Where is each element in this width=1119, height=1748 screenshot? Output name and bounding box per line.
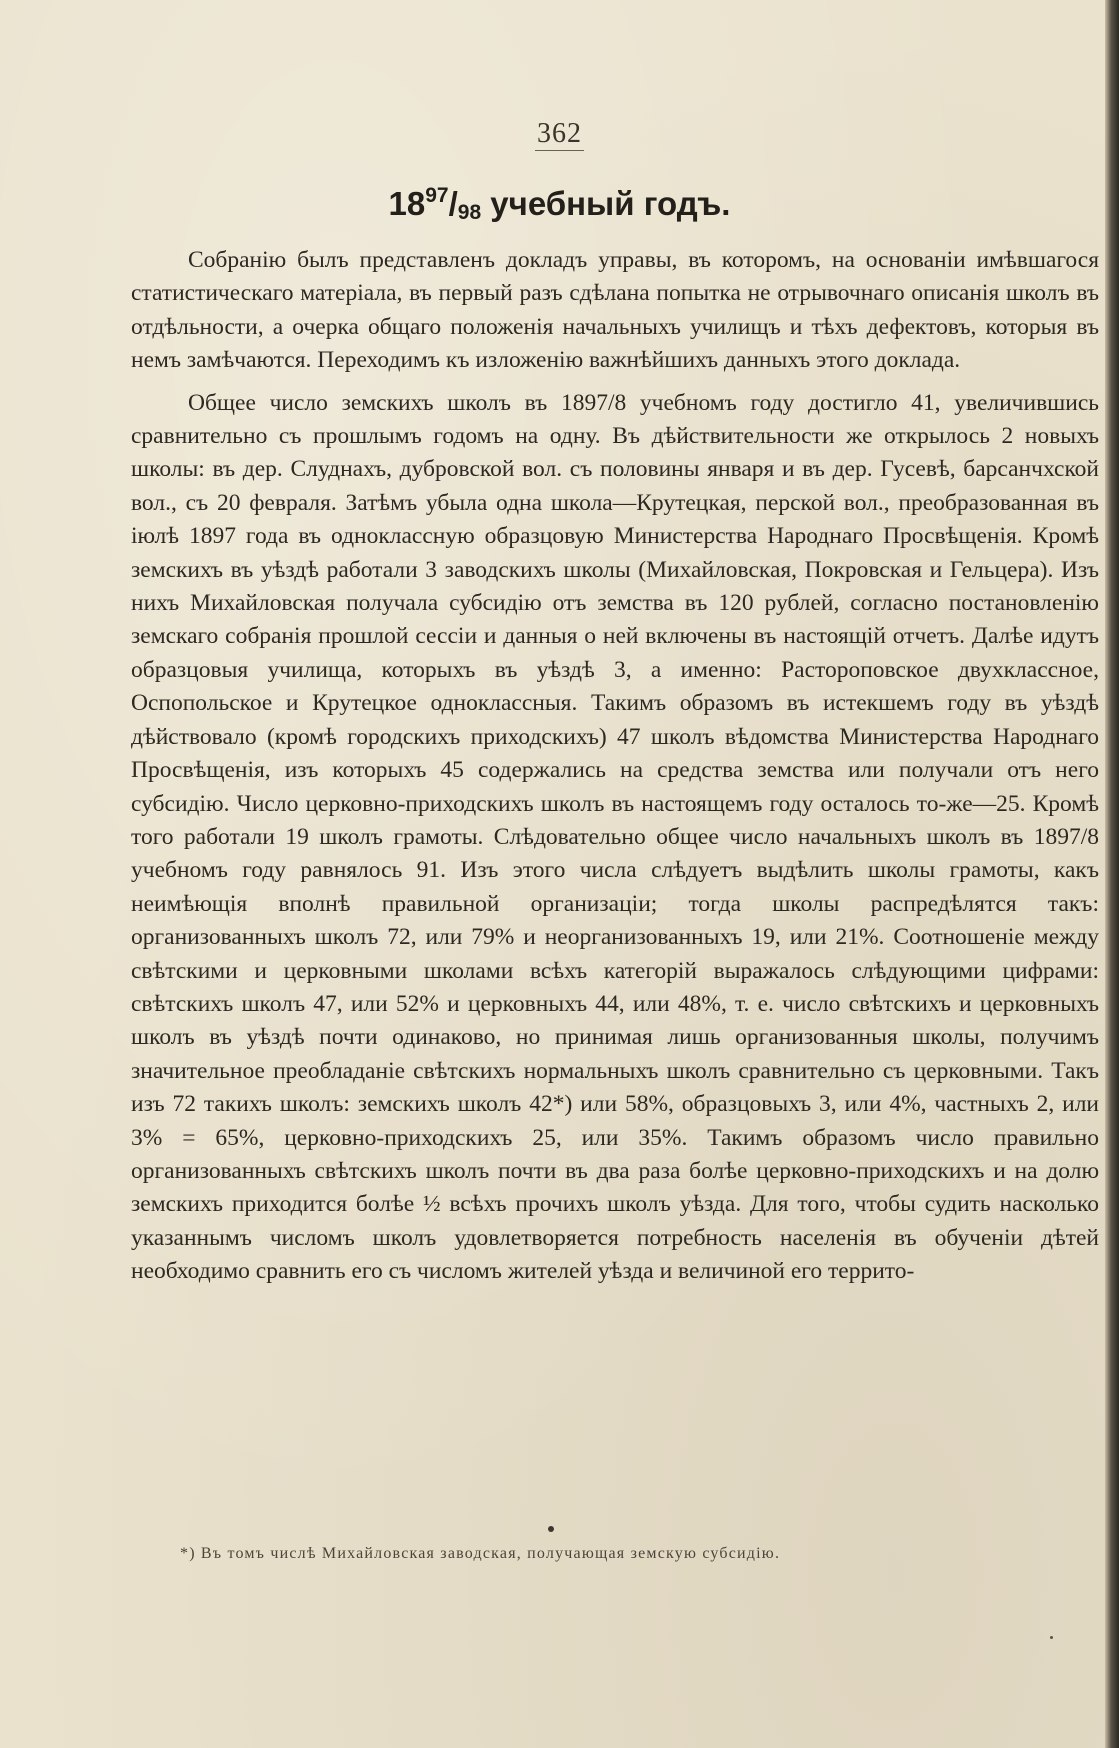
title-year-sub: 98	[457, 201, 482, 224]
page-number	[0, 118, 1119, 150]
paragraph-intro: Собранію былъ представленъ докладъ управы, въ которомъ, на основаніи имѣвшагося статистическаго матеріала, въ первый разъ сдѣлана попытка не отрывочнаго описанія школъ въ отдѣльности, а очерка общаго положенія начальныхъ училищъ и тѣхъ дефектовъ, которыя въ немъ замѣчаются. Переходимъ къ изложенію важнѣйшихъ данныхъ этого доклада.	[131, 247, 1099, 374]
page-number-text: 362	[537, 118, 582, 149]
page-edge-shadow	[1105, 0, 1119, 1748]
paragraph-school-statistics: Общее число земскихъ школъ въ 1897/8 учебномъ году достигло 41, увеличившись сравнительно съ прошлымъ годомъ на одну. Въ дѣйствительности же открылось 2 новыхъ школы: въ дер. Слуднахъ, дубровской вол. съ половины января и въ дер. Гусевѣ, барсанчхской вол., съ 20 февраля. Затѣмъ убыла одна школа—Крутецкая, перской вол., преобразованная въ іюлѣ 1897 года въ одноклассную образцовую Министерства Народнаго Просвѣщенія. Кромѣ земскихъ въ уѣздѣ работали 3 заводскихъ школы (Михайловская, Покровская и Гельцера). Изъ нихъ Михайловская получала субсидію отъ земства въ 120 рублей, согласно постановленію земскаго собранія прошлой сессіи и данныя о ней включены въ настоящій отчетъ. Далѣе идутъ образцовыя училища, которыхъ въ уѣздѣ 3, а именно: Растороповское двухклассное, Оспопольское и Крутецкое одноклассныя. Такимъ образомъ въ истекшемъ году въ уѣздѣ дѣйствовало (кромѣ городскихъ приходскихъ) 47 школъ вѣдомства Министерства Народнаго Просвѣщенія, изъ которыхъ 45 содержались на средства земства или получали отъ него субсидію. Число церковно-приходскихъ школъ въ настоящемъ году осталось то-же—25. Кромѣ того работали 19 школъ грамоты. Слѣдовательно общее число начальныхъ школъ въ 1897/8 учебномъ году равнялось 91. Изъ этого числа слѣдуетъ выдѣлить школы грамоты, какъ неимѣющія вполнѣ правильной организаціи; тогда школы распредѣлятся такъ: организованныхъ школъ 72, или 79% и неорганизованныхъ 19, или 21%. Соотношеніе между свѣтскими и церковными школами всѣхъ категорій выражалось слѣдующими цифрами: свѣтскихъ школъ 47, или 52% и церковныхъ 44, или 48%, т. е. число свѣтскихъ и церковныхъ школъ въ уѣздѣ почти одинаково, но принимая лишь организованныя школы, получимъ значительное преобладаніе свѣтскихъ нормальныхъ школъ сравнительно съ церковными. Такъ изъ 72 такихъ школъ: земскихъ школъ 42*) или 58%, образцовыхъ 3, или 4%, частныхъ 2, или 3% = 65%, церковно-приходскихъ 25, или 35%. Такимъ образомъ число правильно организованныхъ свѣтскихъ школъ почти въ два раза болѣе церковно-приходскихъ и на долю земскихъ приходится болѣе ½ всѣхъ прочихъ школъ уѣзда. Для того, чтобы судить насколько указаннымъ числомъ школъ удовлетворяется потребность населенія въ обученіи дѣтей необходимо сравнить его съ числомъ жителей уѣзда и величиной его террито-	[131, 389, 1099, 1285]
section-title: $18^{97}/98$ учебный годъ.	[388, 184, 731, 224]
footnote-separator-dot	[548, 1526, 554, 1532]
body-text	[131, 244, 1099, 1298]
footnote: *) Въ томъ числѣ Михайловская заводская, получающая земскую субсидію.	[180, 1545, 781, 1562]
paper-speck	[1050, 1636, 1053, 1639]
title-rest: учебный годъ.	[481, 185, 731, 222]
title-year-main: 18	[388, 185, 426, 222]
title-year-sup: 97	[425, 184, 449, 207]
